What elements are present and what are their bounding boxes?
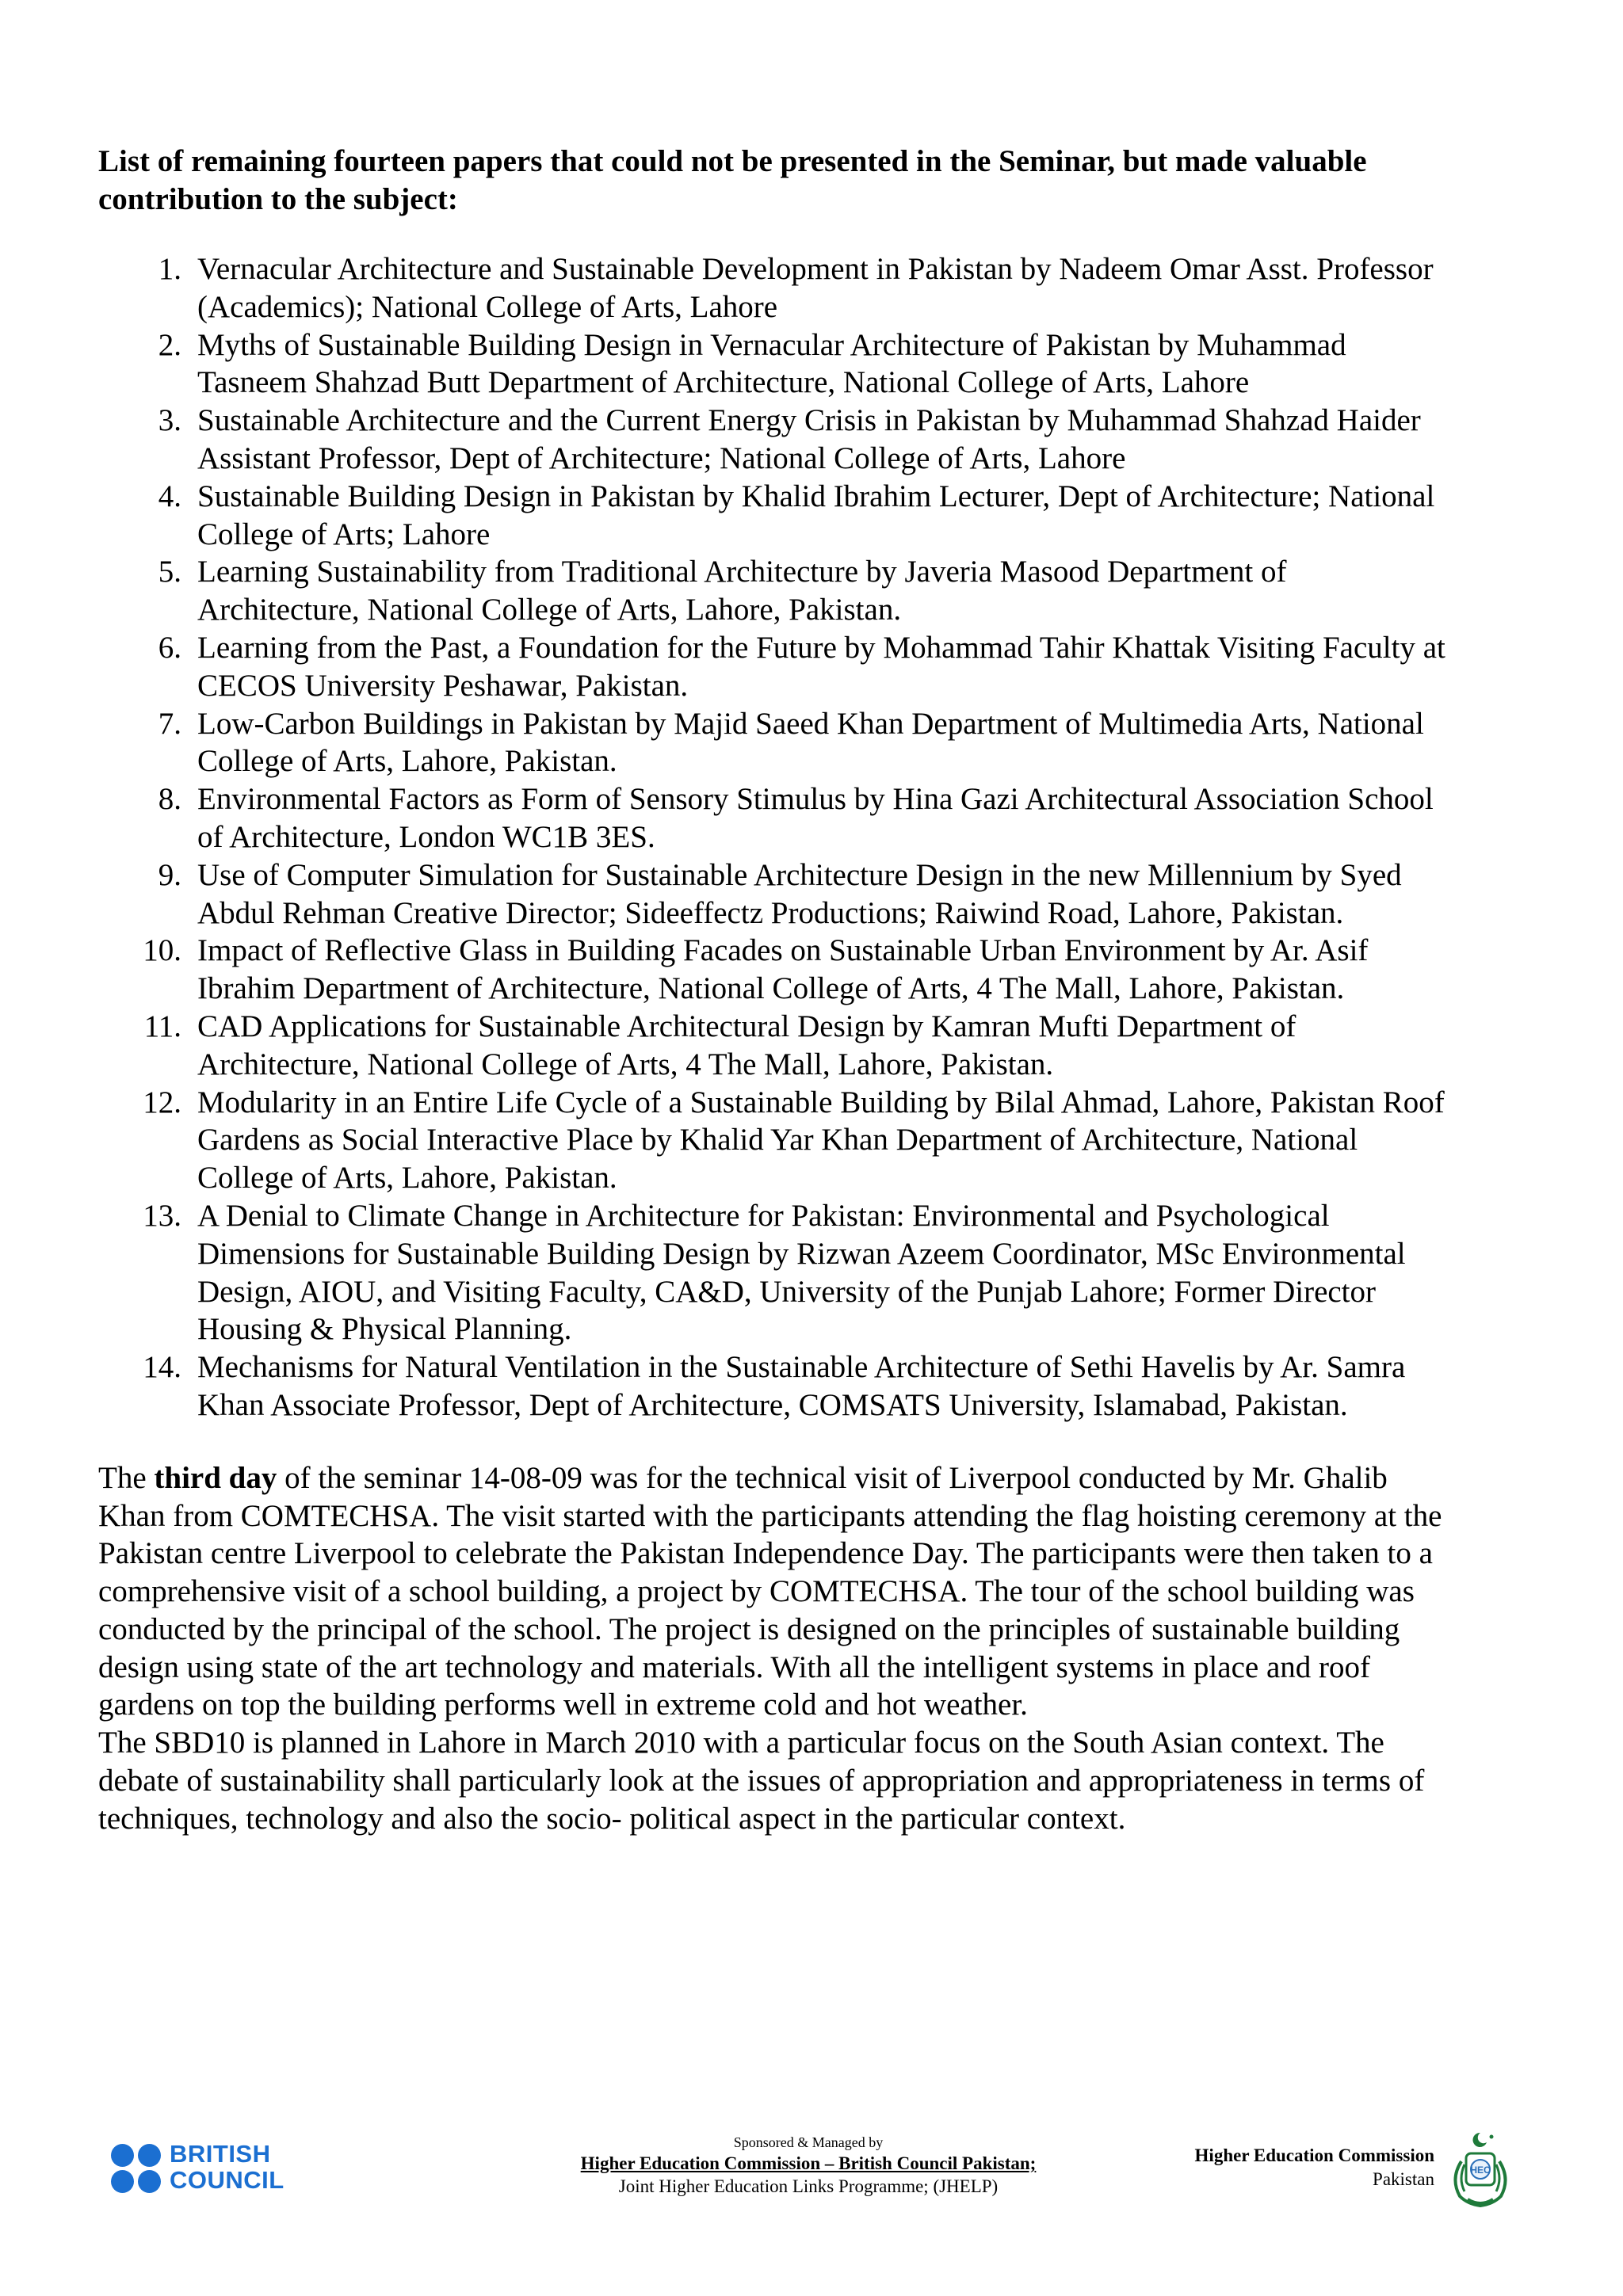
- british-council-dots-icon: [111, 2144, 163, 2193]
- paragraph-text: The SBD10 is planned in Lahore in March 2010 with a particular focus on the South Asian context. The: [98, 1726, 1384, 1760]
- list-item-number: 7.: [158, 706, 181, 741]
- third-day-paragraph: [98, 1459, 1533, 1725]
- list-item-text: Environmental Factors as Form of Sensory Stimulus by Hina Gazi Architectural Association School: [197, 782, 1434, 817]
- page-footer: [0, 2123, 1623, 2218]
- list-item-text: CAD Applications for Sustainable Architectural Design by Kamran Mufti Department of: [197, 1009, 1296, 1043]
- list-item-text: Gardens as Social Interactive Place by Khalid Yar Khan Department of Architecture, National: [197, 1123, 1358, 1158]
- list-item-text: Impact of Reflective Glass in Building Facades on Sustainable Urban Environment by Ar. Asif: [197, 933, 1369, 968]
- list-item: [98, 1197, 1533, 1348]
- list-item-text: Architecture, National College of Arts, 4 The Mall, Lahore, Pakistan.: [197, 1047, 1054, 1081]
- list-item-number: 4.: [158, 479, 181, 513]
- document-body: [98, 143, 1533, 1838]
- papers-list: [98, 250, 1533, 1425]
- list-item-text: Sustainable Building Design in Pakistan by Khalid Ibrahim Lecturer, Dept of Architecture; National: [197, 479, 1435, 513]
- hec-label: [1165, 2144, 1434, 2191]
- list-item-text: Low-Carbon Buildings in Pakistan by Majid Saeed Khan Department of Multimedia Arts, National: [197, 706, 1424, 741]
- list-item-number: 14.: [143, 1350, 181, 1385]
- list-item: [98, 1008, 1533, 1084]
- list-item-text: Assistant Professor, Dept of Architecture; National College of Arts, Lahore: [197, 441, 1126, 475]
- list-item-text: Design, AIOU, and Visiting Faculty, CA&D, University of the Punjab Lahore; Former Director: [197, 1274, 1377, 1309]
- list-item-text: College of Arts, Lahore, Pakistan.: [197, 1161, 617, 1196]
- list-item: [98, 932, 1533, 1008]
- list-item-text: Myths of Sustainable Building Design in Vernacular Architecture of Pakistan by Muhammad: [197, 327, 1346, 362]
- list-item: [98, 402, 1533, 478]
- list-item-number: 9.: [158, 857, 181, 892]
- british-council-logo: [111, 2141, 301, 2196]
- list-item-text: Vernacular Architecture and Sustainable Development in Pakistan by Nadeem Omar Asst. Professor: [197, 252, 1434, 286]
- logo-text: BRITISH: [170, 2140, 271, 2168]
- list-item-number: 10.: [143, 933, 181, 968]
- paragraph-text: techniques, technology and also the socio- political aspect in the particular context.: [98, 1801, 1126, 1836]
- paragraph-text: conducted by the principal of the school. The project is designed on the principles of sustainable building: [98, 1611, 1400, 1646]
- list-item-number: 5.: [158, 555, 181, 589]
- svg-text:HEC: HEC: [1470, 2164, 1491, 2176]
- list-item-text: College of Arts, Lahore, Pakistan.: [197, 744, 617, 779]
- list-item-number: 2.: [158, 327, 181, 362]
- paragraph-text: gardens on top the building performs well in extreme cold and hot weather.: [98, 1688, 1028, 1722]
- logo-text: COUNCIL: [170, 2166, 285, 2194]
- list-item-text: Modularity in an Entire Life Cycle of a Sustainable Building by Bilal Ahmad, Lahore, Pakistan Roof: [197, 1085, 1445, 1119]
- hec-country: Pakistan: [1373, 2169, 1434, 2189]
- list-item-number: 13.: [143, 1198, 181, 1233]
- paragraph-emphasis: third day: [154, 1460, 277, 1495]
- list-item: [98, 1348, 1533, 1425]
- sbd10-paragraph: [98, 1724, 1533, 1837]
- hec-title: Higher Education Commission: [1194, 2145, 1434, 2165]
- list-item-text: College of Arts; Lahore: [197, 517, 491, 551]
- list-item-text: Learning Sustainability from Traditional Architecture by Javeria Masood Department of: [197, 555, 1287, 589]
- list-item: [98, 856, 1533, 933]
- list-item: [98, 1084, 1533, 1197]
- list-item-text: Use of Computer Simulation for Sustainable Architecture Design in the new Millennium by Syed: [197, 857, 1402, 892]
- list-item: [98, 705, 1533, 781]
- hec-emblem-icon: [1447, 2130, 1514, 2209]
- british-council-wordmark: [170, 2141, 285, 2193]
- paragraph-text: design using state of the art technology and materials. With all the intelligent systems in place and roof: [98, 1650, 1370, 1684]
- list-item-number: 11.: [143, 1009, 181, 1043]
- list-item-text: Abdul Rehman Creative Director; Sideeffectz Productions; Raiwind Road, Lahore, Pakistan.: [197, 895, 1344, 930]
- list-item-number: 8.: [158, 782, 181, 817]
- paragraph-text: comprehensive visit of a school building, a project by COMTECHSA. The tour of the school building was: [98, 1574, 1415, 1609]
- list-item-number: 3.: [158, 403, 181, 438]
- list-item-text: (Academics); National College of Arts, Lahore: [197, 289, 778, 324]
- list-item: [98, 478, 1533, 554]
- list-item-number: 1.: [158, 252, 181, 286]
- list-heading: List of remaining fourteen papers that could not be presented in the Seminar, but made valuable contribution to the subject:: [98, 144, 1367, 216]
- paragraph-text: debate of sustainability shall particularly look at the issues of appropriation and appropriateness in terms of: [98, 1764, 1425, 1798]
- list-item-number: 12.: [143, 1085, 181, 1119]
- list-item: [98, 553, 1533, 629]
- list-item: [98, 780, 1533, 856]
- list-item-text: Housing & Physical Planning.: [197, 1312, 572, 1347]
- list-item: [98, 250, 1533, 326]
- list-item-text: of Architecture, London WC1B 3ES.: [197, 819, 655, 854]
- list-item-text: Khan Associate Professor, Dept of Architecture, COMSATS University, Islamabad, Pakistan.: [197, 1387, 1348, 1422]
- list-item-text: Architecture, National College of Arts, Lahore, Pakistan.: [197, 593, 902, 627]
- sponsor-block: [491, 2133, 1125, 2198]
- paragraph-text: Khan from COMTECHSA. The visit started with the participants attending the flag hoisting ceremony at the: [98, 1498, 1442, 1533]
- list-item-text: Learning from the Past, a Foundation for the Future by Mohammad Tahir Khattak Visiting Faculty at: [197, 630, 1445, 665]
- paragraph-text: The: [98, 1460, 155, 1495]
- sponsor-organizations: Higher Education Commission – British Council Pakistan;: [580, 2153, 1037, 2173]
- list-item-number: 6.: [158, 630, 181, 665]
- list-item-text: Ibrahim Department of Architecture, National College of Arts, 4 The Mall, Lahore, Pakistan.: [197, 971, 1345, 1006]
- list-item-text: Dimensions for Sustainable Building Design by Rizwan Azeem Coordinator, MSc Environmental: [197, 1236, 1406, 1271]
- list-item-text: Sustainable Architecture and the Current Energy Crisis in Pakistan by Muhammad Shahzad Haider: [197, 403, 1421, 438]
- list-item-text: A Denial to Climate Change in Architecture for Pakistan: Environmental and Psychological: [197, 1198, 1330, 1233]
- list-item: [98, 326, 1533, 402]
- sponsor-programme: Joint Higher Education Links Programme; (JHELP): [618, 2176, 999, 2196]
- list-item: [98, 629, 1533, 705]
- sponsor-caption: Sponsored & Managed by: [733, 2134, 884, 2150]
- list-item-text: Mechanisms for Natural Ventilation in the Sustainable Architecture of Sethi Havelis by Ar. Samra: [197, 1350, 1406, 1385]
- list-item-text: CECOS University Peshawar, Pakistan.: [197, 668, 689, 703]
- paragraph-text: Pakistan centre Liverpool to celebrate the Pakistan Independence Day. The participants were then taken to a: [98, 1536, 1433, 1571]
- paragraph-text: of the seminar 14-08-09 was for the technical visit of Liverpool conducted by Mr. Ghalib: [277, 1460, 1388, 1495]
- list-item-text: Tasneem Shahzad Butt Department of Architecture, National College of Arts, Lahore: [197, 365, 1250, 400]
